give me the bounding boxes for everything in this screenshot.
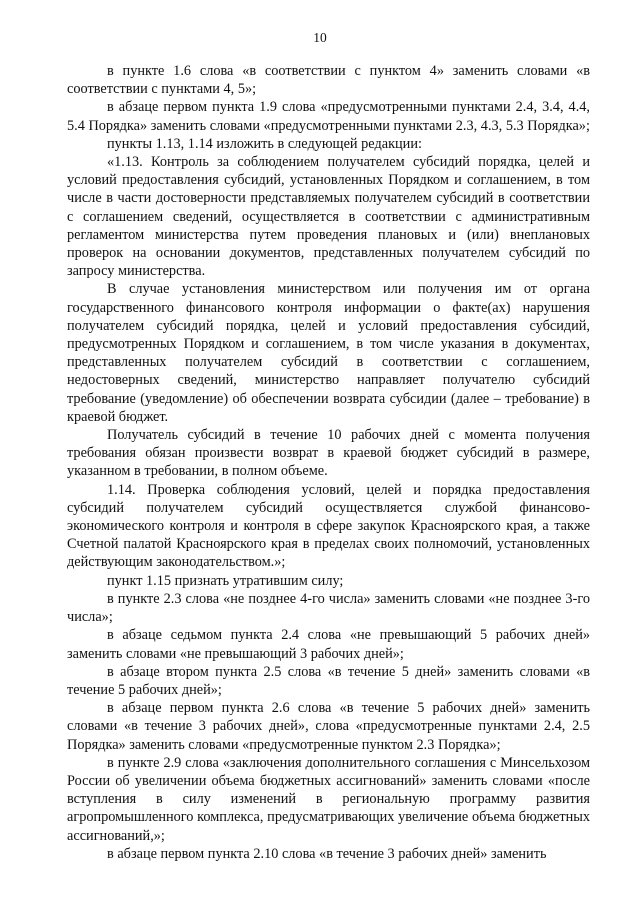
paragraph: Получатель субсидий в течение 10 рабочих дней с момента получения требования обязан произвести возврат в краевой бюджет субсидий в размере, указанном в требовании, в полном объеме. <box>67 427 590 480</box>
paragraph: в пункте 2.9 слова «заключения дополнительного соглашения с Минсельхозом России об увеличении объема бюджетных ассигнований» заменить словами «после вступления в силу изменений в региональную программу развития агропромышленного комплекса, предусматривающих увеличение объема бюджетных ассигнований,»; <box>67 754 590 844</box>
page-number: 10 <box>313 30 327 45</box>
paragraph: в пункте 1.6 слова «в соответствии с пунктом 4» заменить словами «в соответствии с пунктами 4, 5»; <box>67 63 590 98</box>
paragraph: в пункте 2.3 слова «не позднее 4-го числа» заменить словами «не позднее 3-го числа»; <box>67 590 590 626</box>
paragraph: 1.14. Проверка соблюдения условий, целей и порядка предоставления субсидий получателем субсидий осуществляется службой финансово-экономического контроля и контроля в сфере закупок Красноярского края, а также Счетной палатой Красноярского края в пределах своих полномочий, установленных действующим законодательством.»; <box>67 481 590 571</box>
paragraph: в абзаце первом пункта 2.10 слова «в течение 3 рабочих дней» заменить <box>107 845 547 862</box>
paragraph: В случае установления министерством или получения им от органа государственного финансового контроля информации о факте(ах) нарушения получателем субсидий порядка, целей и условий предоставления субсидий, предусмотренных Порядком и соглашением, в том числе указания в документах, представленных получателем субсидий в соответствии с соглашением, недостоверных сведений, министерство направляет получателю субсидий требование (уведомление) об обеспечении возврата субсидии (далее – требование) в краевой бюджет. <box>67 281 590 425</box>
paragraph: в абзаце первом пункта 2.6 слова «в течение 5 рабочих дней» заменить словами «в течение 3 рабочих дней», слова «предусмотренные пунктами 2.4, 2.5 Порядка» заменить словами «предусмотренные пунктом 2.3 Порядка»; <box>67 700 590 753</box>
paragraph: пункты 1.13, 1.14 изложить в следующей редакции: <box>107 135 422 152</box>
paragraph: «1.13. Контроль за соблюдением получателем субсидий порядка, целей и условий предоставления субсидий, установленных Порядком и соглашением, в том числе в части достоверности представляемых получателем субсидий в соответствии с соглашением сведений, осуществляется в соответствии с административным регламентом министерства путем проведения плановых и (или) внеплановых проверок на основании документов, представленных получателем субсидий по запросу министерства. <box>67 154 590 280</box>
paragraph: в абзаце втором пункта 2.5 слова «в течение 5 дней» заменить словами «в течение 5 рабочих дней»; <box>67 663 590 698</box>
paragraph: в абзаце седьмом пункта 2.4 слова «не превышающий 5 рабочих дней» заменить словами «не превышающий 3 рабочих дней»; <box>67 627 590 662</box>
document-body <box>67 62 590 863</box>
paragraph: пункт 1.15 признать утратившим силу; <box>107 572 344 589</box>
paragraph: в абзаце первом пункта 1.9 слова «предусмотренными пунктами 2.4, 3.4, 4.4, 5.4 Порядка» заменить словами «предусмотренными пунктами 2.3, 4.3, 5.3 Порядка»; <box>67 99 590 134</box>
